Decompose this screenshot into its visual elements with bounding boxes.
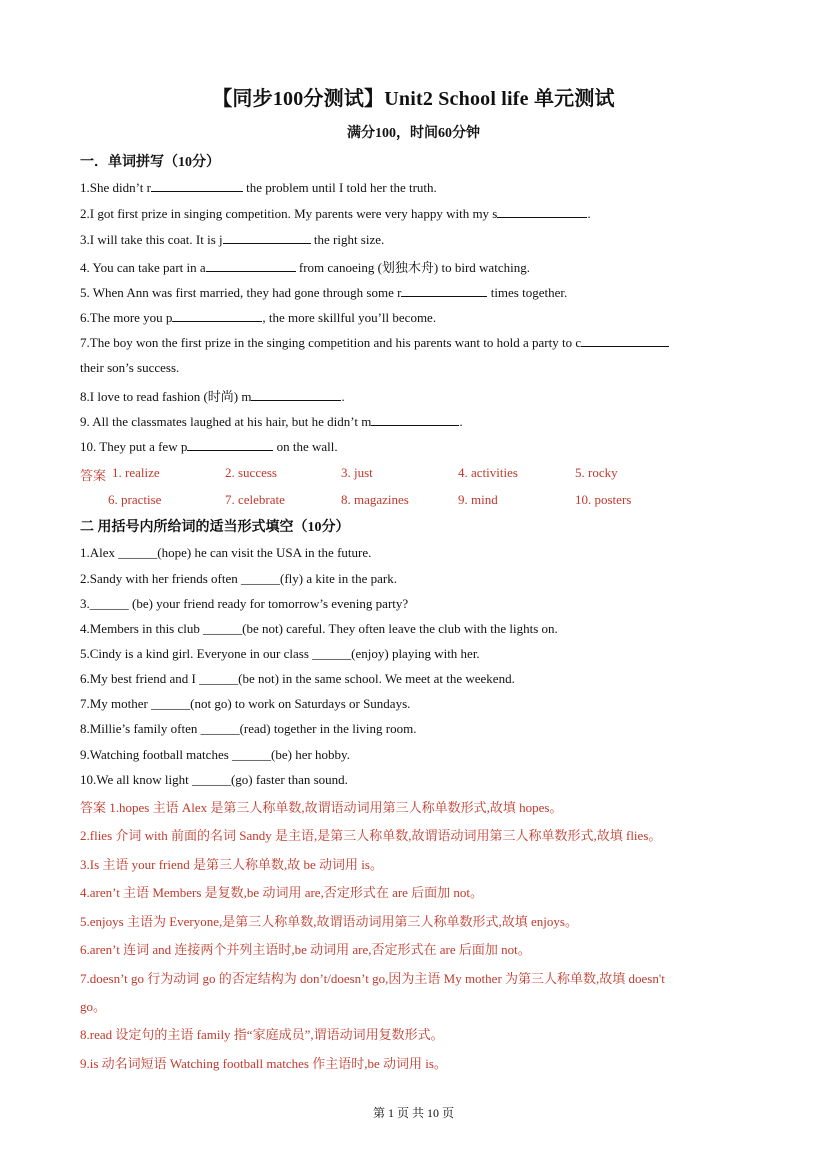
section2-heading: 二 用括号内所给词的适当形式填空（10分）	[80, 520, 350, 535]
page-subtitle: 满分100，时间60分钟	[347, 126, 480, 141]
answer-blank	[581, 334, 669, 347]
answer-item: 1. realize	[112, 465, 160, 480]
s2-question-1: 1.Alex ______(hope) he can visit the USA in the future.	[80, 545, 372, 560]
answer-item: 3. just	[341, 465, 373, 480]
s2-question-3: 3.______ (be) your friend ready for tomorrow’s evening party?	[80, 596, 409, 611]
answer-blank	[497, 205, 587, 218]
s1-question-7-cont: their son’s success.	[80, 360, 180, 375]
s1-question-1: 1.She didn’t r the problem until I told her the truth.	[80, 180, 437, 195]
s2-question-10: 10.We all know light ______(go) faster than sound.	[80, 772, 348, 787]
s2-question-2: 2.Sandy with her friends often ______(fly) a kite in the park.	[80, 571, 397, 586]
s2-explanation-9: 9.is 动名词短语 Watching football matches 作主语时,be 动词用 is。	[80, 1056, 447, 1071]
answer-item: 7. celebrate	[225, 492, 285, 507]
page-footer: 第 1 页 共 10 页	[372, 1106, 454, 1120]
s2-question-7: 7.My mother ______(not go) to work on Saturdays or Sundays.	[80, 696, 411, 711]
s1-question-6: 6.The more you p , the more skillful you’ll become.	[80, 310, 437, 325]
s2-explanation-3: 3.Is 主语 your friend 是第三人称单数,故 be 动词用 is。	[80, 857, 383, 872]
s2-explanation-1: 答案 1.hopes 主语 Alex 是第三人称单数,故谓语动词用第三人称单数形式,故填 hopes。	[80, 800, 563, 815]
s2-question-5: 5.Cindy is a kind girl. Everyone in our class ______(enjoy) playing with her.	[80, 646, 480, 661]
s2-question-6: 6.My best friend and I ______(be not) in the same school. We meet at the weekend.	[80, 671, 515, 686]
answer-blank	[371, 413, 459, 426]
s2-question-8: 8.Millie’s family often ______(read) together in the living room.	[80, 721, 417, 736]
s1-question-7: 7.The boy won the first prize in the singing competition and his parents want to hold a party to c	[80, 334, 669, 351]
answer-item: 4. activities	[458, 465, 518, 480]
s1-question-4: 4. You can take part in a from canoeing (划独木舟) to bird watching.	[80, 260, 530, 275]
answer-blank	[151, 179, 243, 192]
answer-blank	[401, 284, 487, 297]
s1-question-8: 8.I love to read fashion (时尚) m .	[80, 389, 345, 404]
answer-blank	[172, 309, 262, 322]
answer-blank	[223, 231, 311, 244]
s2-explanation-7-cont: go。	[80, 999, 107, 1014]
answer-item: 9. mind	[458, 492, 498, 507]
answer-label: 答案	[80, 468, 107, 483]
s1-question-10: 10. They put a few p on the wall.	[80, 439, 338, 454]
answer-item: 2. success	[225, 465, 277, 480]
s2-explanation-5: 5.enjoys 主语为 Everyone,是第三人称单数,故谓语动词用第三人称单数形式,故填 enjoys。	[80, 914, 578, 929]
s1-answer-row-1	[80, 465, 106, 484]
answer-item: 6. practise	[108, 492, 162, 507]
s2-explanation-4: 4.aren’t 主语 Members 是复数,be 动词用 are,否定形式在 are 后面加 not。	[80, 885, 484, 900]
answer-item: 5. rocky	[575, 465, 618, 480]
s1-question-2: 2.I got first prize in singing competition. My parents were very happy with my s .	[80, 206, 591, 221]
s2-explanation-2: 2.flies 介词 with 前面的名词 Sandy 是主语,是第三人称单数,故谓语动词用第三人称单数形式,故填 flies。	[80, 828, 662, 843]
answer-blank	[251, 388, 341, 401]
s1-question-9: 9. All the classmates laughed at his hair, but he didn’t m .	[80, 414, 463, 429]
answer-item: 10. posters	[575, 492, 632, 507]
s2-explanation-6: 6.aren’t 连词 and 连接两个并列主语时,be 动词用 are,否定形式在 are 后面加 not。	[80, 942, 531, 957]
s1-question-3: 3.I will take this coat. It is j the right size.	[80, 232, 385, 247]
section1-heading: 一．单词拼写（10分）	[80, 155, 220, 170]
s2-question-9: 9.Watching football matches ______(be) her hobby.	[80, 747, 350, 762]
answer-blank	[187, 438, 273, 451]
s2-explanation-7: 7.doesn’t go 行为动词 go 的否定结构为 don’t/doesn’t go,因为主语 My mother 为第三人称单数,故填 doesn't	[80, 971, 665, 986]
s1-question-5: 5. When Ann was first married, they had gone through some r times together.	[80, 285, 568, 300]
s2-explanation-8: 8.read 设定句的主语 family 指“家庭成员”,谓语动词用复数形式。	[80, 1027, 444, 1042]
page-title: 【同步100分测试】Unit2 School life 单元测试	[212, 88, 615, 110]
answer-item: 8. magazines	[341, 492, 409, 507]
answer-blank	[206, 259, 296, 272]
s2-question-4: 4.Members in this club ______(be not) careful. They often leave the club with the lights on.	[80, 621, 558, 636]
